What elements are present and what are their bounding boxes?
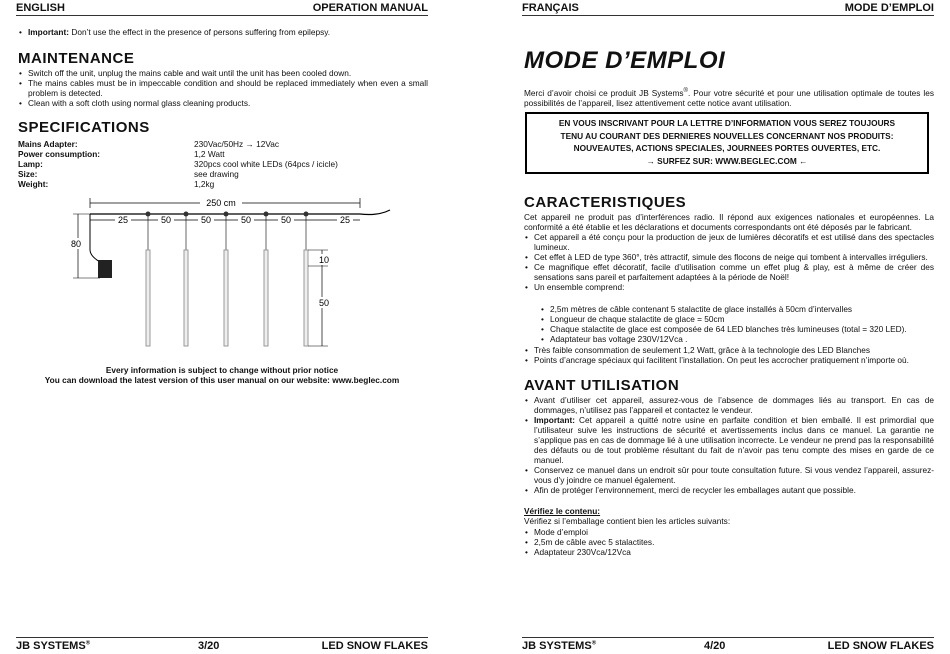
list-item: • Important: Cet appareil a quitté notre usine en parfaite condition et bien emballé. Il est primordial que l’utilisateur suive les instructions de sécurité et avertissements inclus dans ce manuel. La garantie ne s’applique pas en cas de dommage lié à une utilisation incorrecte. Le vendeur ne prend pas la responsabilité des défauts ou de tout problème résultant du fait de n’avoir pas tenu compte des mises en garde de ce manuel. — [524, 415, 934, 465]
important-item — [18, 27, 428, 37]
avant-utilisation-heading: AVANT UTILISATION — [524, 377, 680, 394]
list-item: • Très faible consommation de seulement 1,2 Watt, grâce à la technologie des LED Blanches — [524, 345, 934, 355]
avant-utilisation-list — [524, 395, 934, 495]
list-item: • Conservez ce manuel dans un endroit sûr pour toute consultation future. Si vous vendez l’appareil, assurez-vous d’y joindre ce manuel également. — [524, 465, 934, 485]
spec-key: Power consumption: — [18, 149, 101, 159]
spec-key: Weight: — [18, 179, 49, 189]
header-title: OPERATION MANUAL — [312, 2, 428, 14]
page-footer — [16, 637, 428, 654]
power-adapter-icon — [98, 260, 112, 278]
header-language: FRANÇAIS — [522, 2, 579, 14]
caracteristiques-list — [524, 232, 934, 292]
footer-brand: JB SYSTEMS® — [16, 640, 91, 652]
spacing-label: 50 — [280, 215, 292, 225]
footer-brand: JB SYSTEMS® — [522, 640, 597, 652]
download-notice: You can download the latest version of this user manual on our website: www.beglec.com — [44, 375, 400, 385]
maintenance-heading: MAINTENANCE — [18, 50, 135, 67]
spacing-label: 25 — [117, 215, 129, 225]
header-language: ENGLISH — [16, 2, 65, 14]
list-item: • Ce magnifique effet décoratif, facile d’utilisation comme un effet plug & play, est à même de créer des sensations sans pareil et parfaitement adaptées à la période de Noël! — [524, 262, 934, 282]
verifiez-list — [524, 527, 934, 557]
change-notice: Every information is subject to change without prior notice — [105, 365, 339, 375]
important-list — [18, 27, 428, 37]
verifiez-heading: Vérifiez le contenu: — [524, 506, 601, 516]
cable — [90, 210, 390, 215]
list-item: • Cet effet à LED de type 360°, très attractif, simule des flocons de neige qui tombent à intervalles irréguliers. — [524, 252, 934, 262]
gap-label: 10 — [318, 255, 330, 265]
newsletter-line: EN VOUS INSCRIVANT POUR LA LETTRE D’INFORMATION VOUS SEREZ TOUJOURS — [558, 118, 896, 128]
verifiez-text: Vérifiez si l’emballage contient bien les articles suivants: — [524, 516, 731, 526]
caracteristiques-list-2 — [524, 345, 934, 365]
list-item: • Adaptateur bas voltage 230V/12Vca . — [524, 334, 934, 344]
important-text: Don’t use the effect in the presence of persons suffering from epilepsy. — [69, 27, 331, 37]
newsletter-box — [525, 112, 929, 174]
spec-row — [18, 159, 338, 169]
list-item: • Mode d’emploi — [524, 527, 934, 537]
set-contents-list — [524, 304, 934, 344]
list-item: • Switch off the unit, unplug the mains cable and wait until the unit has been cooled down. — [18, 68, 428, 78]
spec-key: Mains Adapter: — [18, 139, 78, 149]
spec-value: 230Vac/50Hz → 12Vac — [194, 139, 280, 149]
spec-value: see drawing — [194, 169, 239, 179]
spacing-label: 50 — [160, 215, 172, 225]
list-item: • The mains cables must be in impeccable condition and should be replaced immediately when even a small problem is detected. — [18, 78, 428, 98]
spec-row — [18, 169, 338, 179]
newsletter-line: TENU AU COURANT DES DERNIERES NOUVELLES CONCERNANT NOS PRODUITS: — [560, 130, 894, 141]
caracteristiques-intro: Cet appareil ne produit pas d’interférences radio. Il répond aux exigences nationales et européennes. La conformité a été établie et les déclarations et documents correspondants ont été déposés par le fabricant. — [524, 212, 934, 232]
spec-key: Lamp: — [18, 159, 43, 169]
list-item: • Afin de protéger l’environnement, merci de recycler les emballages autant que possible. — [524, 485, 934, 495]
page-header — [522, 0, 934, 16]
spec-value: 1,2kg — [194, 179, 215, 189]
page-number: 3/20 — [198, 640, 220, 652]
list-item: • 2,5m mètres de câble contenant 5 stalactite de glace installés à 50cm d’intervalles — [524, 304, 934, 314]
length-label: 50 — [318, 298, 330, 308]
header-title: MODE D’EMPLOI — [844, 2, 934, 14]
specifications-heading: SPECIFICATIONS — [18, 119, 150, 136]
list-item: • Chaque stalactite de glace est composée de 64 LED blanches très lumineuses (total = 320 LED). — [524, 324, 934, 334]
list-item: • Adaptateur 230Vca/12Vca — [524, 547, 934, 557]
page-title: MODE D’EMPLOI — [524, 47, 726, 74]
height-label: 80 — [70, 239, 82, 249]
list-item: • Longueur de chaque stalactite de glace = 50cm — [524, 314, 934, 324]
intro-text: Merci d’avoir choisi ce produit JB Systems®. Pour votre sécurité et pour une utilisation optimale de toutes les possibilités de l’appareil, lisez attentivement cette notice avant utilisation. — [524, 87, 934, 108]
spacing-label: 50 — [240, 215, 252, 225]
spec-row — [18, 139, 338, 149]
spec-value: 1,2 Watt — [194, 149, 225, 159]
spacing-label: 25 — [339, 215, 351, 225]
dimension-drawing — [60, 192, 400, 362]
spacing-label: 50 — [200, 215, 212, 225]
spec-row — [18, 149, 338, 159]
total-label: 250 cm — [206, 198, 236, 208]
newsletter-link[interactable]: → SURFEZ SUR: WWW.BEGLEC.COM ← — [646, 155, 808, 166]
page-header — [16, 0, 428, 16]
icicles — [146, 214, 308, 346]
caracteristiques-heading: CARACTERISTIQUES — [524, 194, 687, 211]
right-page — [522, 0, 934, 654]
list-item: • 2,5m de câble avec 5 stalactites. — [524, 537, 934, 547]
list-item: • Cet appareil a été conçu pour la production de jeux de lumières décoratifs et est utilisé dans des spectacles lumineux. — [524, 232, 934, 252]
important-label: Important: — [28, 27, 70, 37]
left-page — [16, 0, 428, 654]
spec-row — [18, 179, 338, 189]
page-number: 4/20 — [704, 640, 726, 652]
spec-value: 320pcs cool white LEDs (64pcs / icicle) — [194, 159, 338, 169]
list-item: • Points d’ancrage spéciaux qui facilitent l’installation. On peut les accrocher pratiquement n’importe où. — [524, 355, 934, 365]
list-item: • Avant d’utiliser cet appareil, assurez-vous de l’absence de dommages liés au transport. En cas de dommages, n’utilisez pas l’appareil et contactez le vendeur. — [524, 395, 934, 415]
maintenance-list — [18, 68, 428, 108]
list-item: • Un ensemble comprend: — [524, 282, 934, 292]
footer-product: LED SNOW FLAKES — [321, 640, 428, 652]
specifications-table — [18, 139, 338, 189]
list-item: • Clean with a soft cloth using normal glass cleaning products. — [18, 98, 428, 108]
page-footer — [522, 637, 934, 654]
newsletter-line: NOUVEAUTES, ACTIONS SPECIALES, JOURNEES PORTES OUVERTES, ETC. — [573, 143, 881, 153]
spec-key: Size: — [18, 169, 38, 179]
footer-product: LED SNOW FLAKES — [827, 640, 934, 652]
